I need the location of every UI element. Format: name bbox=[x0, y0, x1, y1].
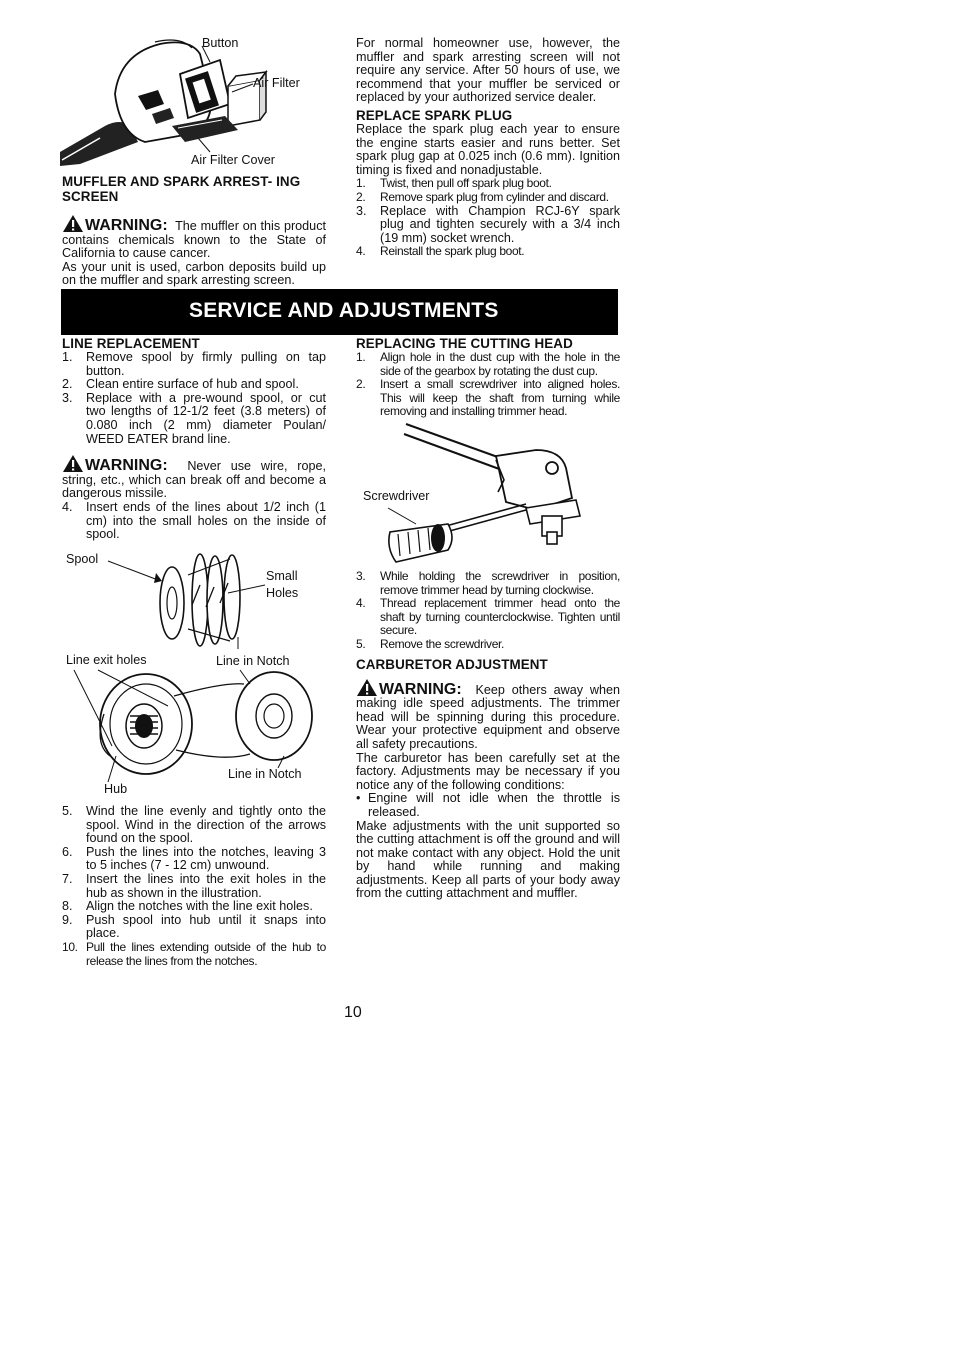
line-in-notch-label-top: Line in Notch bbox=[216, 654, 290, 668]
carburetor-conditions bbox=[356, 792, 620, 819]
warning-icon bbox=[62, 454, 84, 473]
line-replacement-section bbox=[62, 336, 326, 542]
cutting-head-steps-b-block bbox=[356, 570, 620, 901]
list-item: 1. Twist, then pull off spark plug boot. bbox=[356, 176, 552, 191]
line-warning-text: Never use wire, rope, string, etc., which can break off and become a dangerous missile. bbox=[62, 459, 326, 501]
air-filter-label: Air Filter bbox=[253, 76, 300, 90]
line-replacement-heading: LINE REPLACEMENT bbox=[62, 336, 200, 351]
list-item: 1. Remove spool by firmly pulling on tap button. bbox=[62, 350, 326, 378]
line-replacement-step-4 bbox=[62, 501, 326, 542]
cutting-head-steps-a bbox=[356, 351, 620, 419]
list-item: 5. Wind the line evenly and tightly onto the spool. Wind in the direction of the arrows found on the spool. bbox=[62, 804, 326, 846]
warning-icon bbox=[356, 678, 378, 697]
screwdriver-label: Screwdriver bbox=[363, 489, 430, 503]
warning-icon bbox=[62, 214, 84, 233]
list-item: 3. Replace with a pre-wound spool, or cut two lengths of 12-1/2 feet (3.8 meters) of 0.080 inch (2 mm) diameter Poulan/ WEED EATER brand line. bbox=[62, 390, 326, 446]
warning-word: WARNING: bbox=[379, 680, 462, 698]
button-label: Button bbox=[202, 36, 239, 50]
cutting-head-steps-b bbox=[356, 570, 620, 652]
carburetor-paragraph-1: The carburetor has been carefully set at the factory. Adjustments may be necessary if you notice any of the following conditions: bbox=[356, 750, 620, 792]
spark-plug-steps bbox=[356, 177, 620, 259]
list-item: 4. Insert ends of the lines about 1/2 inch (1 cm) into the small holes on the inside of spool. bbox=[62, 499, 326, 542]
carburetor-warning-text: Keep others away when making idle speed adjustments. The trimmer head will be spinning during this procedure. Wear your protective equipment and observe all safety precautions. bbox=[356, 682, 621, 751]
muffler-warning bbox=[62, 214, 326, 261]
air-filter-illustration bbox=[60, 34, 320, 169]
list-item: 5. Remove the screwdriver. bbox=[356, 636, 504, 651]
list-item: 2. Remove spark plug from cylinder and discard. bbox=[356, 189, 609, 204]
section-banner bbox=[61, 289, 618, 335]
list-item: • Engine will not idle when the throttle is released. bbox=[356, 791, 620, 819]
cutting-head-section bbox=[356, 336, 620, 419]
air-filter-cover-label: Air Filter Cover bbox=[191, 153, 275, 167]
muffler-warning-text: The muffler on this product contains chemicals known to the State of California to cause cancer. bbox=[62, 219, 326, 261]
warning-word: WARNING: bbox=[85, 217, 168, 234]
list-item: 1. Align hole in the dust cup with the hole in the side of the gearbox by rotating the dust cup. bbox=[356, 350, 620, 378]
list-item: 8. Align the notches with the line exit holes. bbox=[62, 899, 313, 914]
line-exit-holes-label: Line exit holes bbox=[66, 653, 147, 667]
hub-label: Hub bbox=[104, 782, 128, 796]
spool-label: Spool bbox=[66, 552, 99, 566]
list-item: 6. Push the lines into the notches, leaving 3 to 5 inches (7 - 12 cm) unwound. bbox=[62, 844, 326, 873]
list-item: 10. Pull the lines extending outside of the hub to release the lines from the notches. bbox=[62, 939, 326, 968]
small-holes-label: Small Holes bbox=[266, 569, 299, 600]
spark-plug-heading: REPLACE SPARK PLUG bbox=[356, 107, 513, 123]
warning-word: WARNING: bbox=[85, 457, 168, 475]
list-item: 7. Insert the lines into the exit holes in the hub as shown in the illustration. bbox=[62, 871, 326, 900]
list-item: 2. Clean entire surface of hub and spool. bbox=[62, 377, 299, 392]
line-replacement-steps-b-block bbox=[62, 805, 326, 968]
line-replacement-steps-a bbox=[62, 351, 326, 446]
page-number: 10 bbox=[344, 1004, 362, 1021]
line-replacement-steps-b bbox=[62, 805, 326, 968]
muffler-heading: MUFFLER AND SPARK ARREST- ING SCREEN bbox=[62, 174, 301, 204]
muffler-section bbox=[62, 174, 326, 288]
muffler-service-paragraph: For normal homeowner use, however, the muffler and spark arresting screen will not require any service. After 50 hours of use, we recommend that your muffler be serviced or replaced by your authorized service dealer. bbox=[356, 36, 620, 105]
list-item: 2. Insert a small screwdriver into aligned holes. This will keep the shaft from turning while removing and installing trimmer head. bbox=[356, 377, 620, 419]
cutting-head-heading: REPLACING THE CUTTING HEAD bbox=[356, 336, 573, 351]
carburetor-paragraph-2: Make adjustments with the unit supported so the cutting attachment is off the ground and will not make contact with any object. Hold the unit by hand while running and making adjustments. Keep all parts of your body away from the cutting attachment and muffler. bbox=[356, 818, 620, 901]
spark-plug-paragraph: Replace the spark plug each year to ensure the engine starts easier and runs better. Set spark plug gap at 0.025 inch (0.6 mm). Ignition timing is fixed and nonadjustable. bbox=[356, 121, 620, 177]
carburetor-warning bbox=[356, 678, 620, 752]
list-item: 3. Replace with Champion RCJ-6Y spark plug and tighten securely with a 3/4 inch (19 mm) socket wrench. bbox=[356, 203, 620, 245]
spark-plug-section bbox=[356, 37, 620, 259]
line-in-notch-label-bottom: Line in Notch bbox=[228, 767, 302, 781]
banner-title: SERVICE AND ADJUSTMENTS bbox=[189, 299, 499, 322]
carburetor-heading: CARBURETOR ADJUSTMENT bbox=[356, 656, 548, 672]
list-item: 9. Push spool into hub until it snaps into place. bbox=[62, 912, 326, 941]
list-item: 3. While holding the screwdriver in position, remove trimmer head by turning clockwise. bbox=[356, 569, 620, 597]
list-item: 4. Reinstall the spark plug boot. bbox=[356, 244, 525, 259]
line-warning bbox=[62, 454, 326, 501]
muffler-paragraph: As your unit is used, carbon deposits build up on the muffler and spark arresting screen. bbox=[62, 259, 326, 288]
list-item: 4. Thread replacement trimmer head onto the shaft by turning counterclockwise. Tighten until secure. bbox=[356, 596, 620, 638]
